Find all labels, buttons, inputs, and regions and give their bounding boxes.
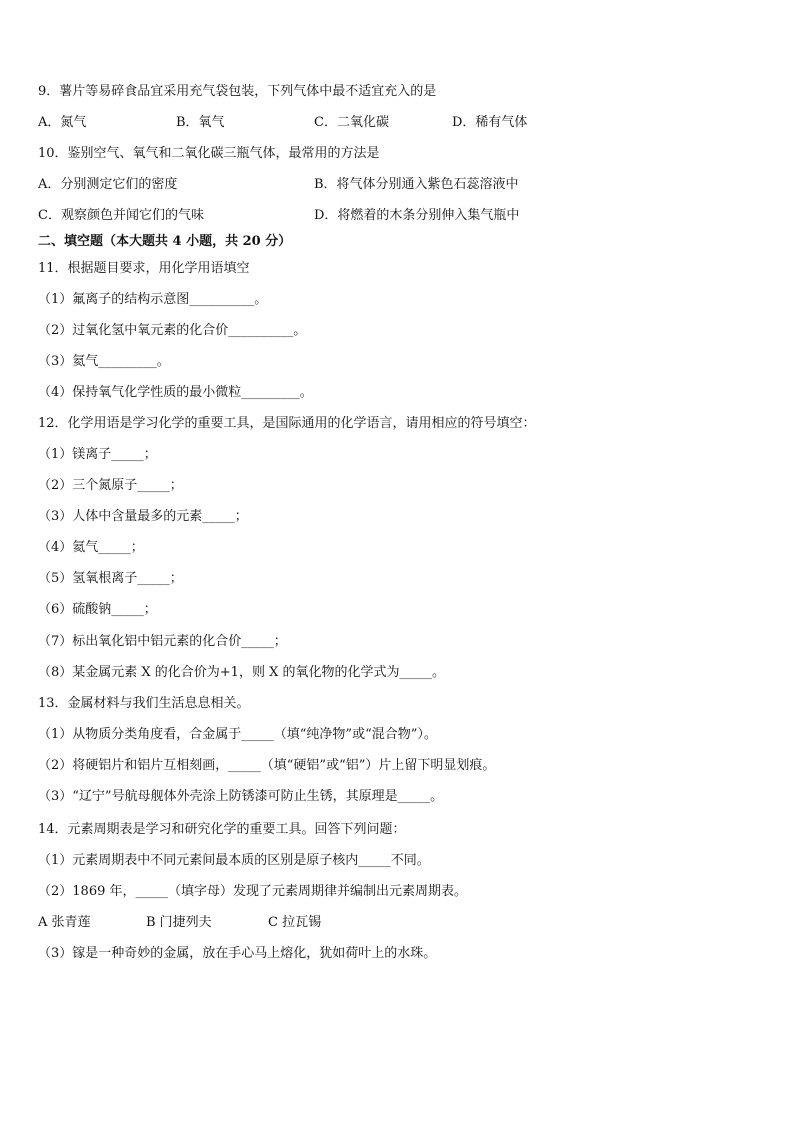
q11-stem: 11．根据题目要求，用化学用语填空 bbox=[38, 261, 250, 276]
q10-option-b: B．将气体分别通入紫色石蕊溶液中 bbox=[314, 177, 519, 192]
q13-stem: 13．金属材料与我们生活息息相关。 bbox=[38, 696, 250, 711]
q9-option-d: D．稀有气体 bbox=[452, 115, 528, 130]
q12-stem: 12．化学用语是学习化学的重要工具，是国际通用的化学语言，请用相应的符号填空： bbox=[38, 416, 536, 431]
q14-item-2: （2）1869 年，_____（填字母）发现了元素周期律并编制出元素周期表。 bbox=[38, 884, 467, 899]
q9-option-a: A．氮气 bbox=[38, 115, 87, 130]
q12-item-1: （1）镁离子_____； bbox=[38, 447, 157, 462]
q9-option-b: B．氧气 bbox=[176, 115, 225, 130]
q10-option-a: A．分别测定它们的密度 bbox=[38, 177, 178, 192]
section-heading: 二、填空题（本大题共 4 小题，共 20 分） bbox=[38, 234, 292, 249]
q13-item-2: （2）将硬铝片和铝片互相刻画，_____（填“硬铝”或“铝”）片上留下明显划痕。 bbox=[38, 758, 496, 773]
q13-item-1: （1）从物质分类角度看，合金属于_____（填“纯净物”或“混合物”）。 bbox=[38, 727, 437, 742]
q12-item-5: （5）氢氧根离子_____； bbox=[38, 571, 183, 586]
q11-item-2: （2）过氧化氢中氧元素的化合价__________。 bbox=[38, 323, 307, 338]
q14-option-c: C 拉瓦锡 bbox=[268, 915, 322, 930]
q12-item-7: （7）标出氧化铝中铝元素的化合价_____； bbox=[38, 634, 287, 649]
q10-option-c: C．观察颜色并闻它们的气味 bbox=[38, 208, 204, 223]
q12-item-2: （2）三个氮原子_____； bbox=[38, 478, 183, 493]
q12-item-4: （4）氦气_____； bbox=[38, 540, 144, 555]
q14-stem: 14．元素周期表是学习和研究化学的重要工具。回答下列问题： bbox=[38, 822, 406, 837]
q14-option-b: B 门捷列夫 bbox=[146, 915, 212, 930]
q9-stem: 9．薯片等易碎食品宜采用充气袋包装，下列气体中最不适宜充入的是 bbox=[38, 84, 437, 99]
q12-item-8: （8）某金属元素 X 的化合价为+1，则 X 的氧化物的化学式为_____。 bbox=[38, 665, 445, 680]
q12-item-3: （3）人体中含量最多的元素_____； bbox=[38, 509, 248, 524]
q14-option-a: A 张青莲 bbox=[38, 915, 91, 930]
q11-item-4: （4）保持氧气化学性质的最小微粒_________。 bbox=[38, 385, 313, 400]
q14-item-1: （1）元素周期表中不同元素间最本质的区别是原子核内_____不同。 bbox=[38, 853, 430, 868]
q10-stem: 10．鉴别空气、氧气和二氧化碳三瓶气体，最常用的方法是 bbox=[38, 146, 380, 161]
q11-item-3: （3）氦气_________。 bbox=[38, 354, 170, 369]
q14-item-3: （3）镓是一种奇妙的金属，放在手心马上熔化，犹如荷叶上的水珠。 bbox=[38, 946, 437, 961]
q9-option-c: C．二氧化碳 bbox=[314, 115, 389, 130]
q13-item-3: （3）“辽宁”号航母舰体外壳涂上防锈漆可防止生锈，其原理是_____。 bbox=[38, 789, 444, 804]
q10-option-d: D．将燃着的木条分别伸入集气瓶中 bbox=[314, 208, 520, 223]
q12-item-6: （6）硫酸钠_____； bbox=[38, 602, 157, 617]
q11-item-1: （1）氟离子的结构示意图__________。 bbox=[38, 292, 268, 307]
